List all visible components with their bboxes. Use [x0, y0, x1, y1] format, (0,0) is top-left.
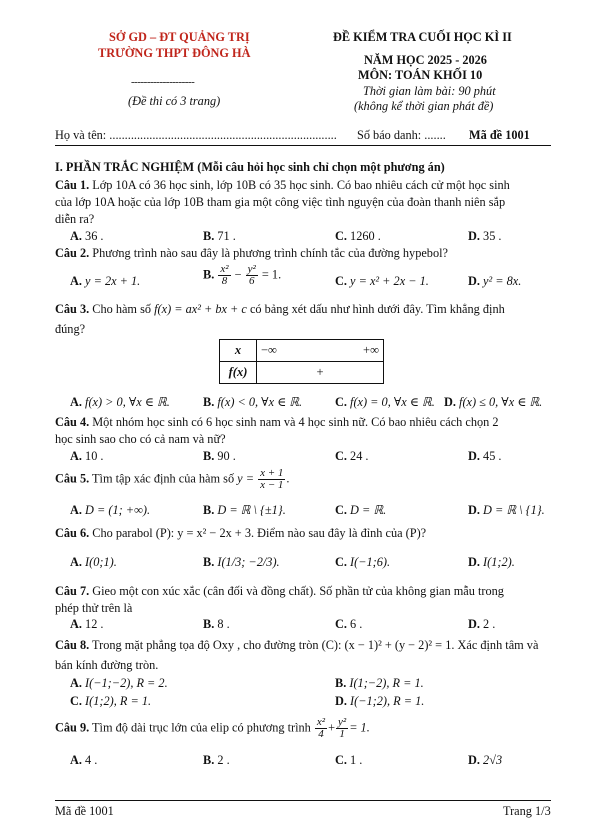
sign-table-x-header: x: [220, 340, 257, 362]
sign-table: [219, 339, 384, 384]
pages-note: (Đề thi có 3 trang): [128, 94, 221, 108]
exam-code: Mã đề 1001: [469, 128, 530, 142]
q8-option-d[interactable]: D. I(−1;2), R = 1.: [335, 694, 425, 708]
q6-option-c[interactable]: C. I(−1;6).: [335, 555, 391, 569]
header-divider: [55, 145, 551, 146]
q3-option-d[interactable]: D. f(x) ≤ 0, ∀x ∈ ℝ.: [444, 395, 543, 409]
q3-option-a[interactable]: A. f(x) > 0, ∀x ∈ ℝ.: [70, 395, 170, 409]
q6-option-a[interactable]: A. I(0;1).: [70, 555, 117, 569]
sign-table-x-row: −∞ +∞: [257, 340, 384, 362]
q7-option-c[interactable]: C. 6 .: [335, 617, 363, 631]
question-9: Câu 9. Tìm độ dài trục lớn của elip có phương trình $\frac{\text{x²}}{4}$ + $\frac{\text{y²}}{1}$ = 1.: [55, 716, 370, 740]
q1-option-b[interactable]: B. 71 .: [203, 229, 236, 243]
q7-option-b[interactable]: B. 8 .: [203, 617, 230, 631]
question-3: Câu 3. Cho hàm số f(x) = ax² + bx + c có bảng xét dấu như hình dưới đây. Tìm khẳng định đúng?: [55, 302, 505, 336]
question-2: Câu 2. Phương trình nào sau đây là phương trình chính tắc của đường hypebol?: [55, 246, 448, 260]
q4-option-c[interactable]: C. 24 .: [335, 449, 369, 463]
exam-time-note: (không kể thời gian phát đề): [354, 99, 494, 113]
q3-option-c[interactable]: C. f(x) = 0, ∀x ∈ ℝ.: [335, 395, 435, 409]
question-1: Câu 1. Lớp 10A có 36 học sinh, lớp 10B có 35 học sinh. Có bao nhiêu cách cử một học sinh của lớp 10A hoặc của lớp 10B tham gia một công việc tình nguyện của đoàn thanh niên sắp diễn ra?: [55, 178, 510, 226]
q7-option-a[interactable]: A. 12 .: [70, 617, 104, 631]
q2-option-b[interactable]: B. $\frac{\text{x²}}{8}$ − $\frac{\text{y²}}{6}$ = 1.: [203, 263, 282, 287]
header-dashes: --------------------: [131, 76, 195, 88]
sign-table-fx-sign: +: [257, 362, 384, 384]
school-year: NĂM HỌC 2025 - 2026: [364, 53, 487, 67]
q5-option-b[interactable]: B. D = ℝ \ {±1}.: [203, 503, 286, 517]
q1-option-a[interactable]: A. 36 .: [70, 229, 104, 243]
page-number: Trang 1/3: [503, 804, 551, 818]
question-4: Câu 4. Một nhóm học sinh có 6 học sinh nam và 4 học sinh nữ. Có bao nhiêu cách chọn 2 học sinh sao cho có cả nam và nữ?: [55, 415, 499, 446]
q5-option-a[interactable]: A. D = (1; +∞).: [70, 503, 151, 517]
student-name-field: Họ và tên: ..........................................................................: [55, 128, 337, 142]
student-id-field: Số báo danh: .......: [357, 128, 446, 142]
q6-option-b[interactable]: B. I(1/3; −2/3).: [203, 555, 280, 569]
school-name: TRƯỜNG THPT ĐÔNG HÀ: [98, 46, 251, 60]
dept-name: SỞ GD – ĐT QUẢNG TRỊ: [109, 30, 250, 44]
q9-option-b[interactable]: B. 2 .: [203, 753, 230, 767]
q8-option-c[interactable]: C. I(1;2), R = 1.: [70, 694, 152, 708]
q9-option-a[interactable]: A. 4 .: [70, 753, 98, 767]
q4-option-d[interactable]: D. 45 .: [468, 449, 502, 463]
q1-option-c[interactable]: C. 1260 .: [335, 229, 381, 243]
q9-option-d[interactable]: D. 2√3: [468, 753, 503, 767]
q6-option-d[interactable]: D. I(1;2).: [468, 555, 515, 569]
q9-option-c[interactable]: C. 1 .: [335, 753, 363, 767]
exam-title: ĐỀ KIỂM TRA CUỐI HỌC KÌ II: [333, 30, 512, 44]
question-8: Câu 8. Trong mặt phẳng tọa độ Oxy , cho đường tròn (C): (x − 1)² + (y − 2)² = 1. Xác định tâm và bán kính đường tròn.: [55, 638, 539, 672]
q5-option-d[interactable]: D. D = ℝ \ {1}.: [468, 503, 545, 517]
q2-option-d[interactable]: D. y² = 8x.: [468, 274, 522, 288]
exam-time: Thời gian làm bài: 90 phút: [363, 84, 496, 98]
q2-option-a[interactable]: A. y = 2x + 1.: [70, 274, 141, 288]
q4-option-a[interactable]: A. 10 .: [70, 449, 104, 463]
q7-option-d[interactable]: D. 2 .: [468, 617, 496, 631]
q4-option-b[interactable]: B. 90 .: [203, 449, 236, 463]
q8-option-b[interactable]: B. I(1;−2), R = 1.: [335, 676, 424, 690]
q2-option-c[interactable]: C. y = x² + 2x − 1.: [335, 274, 429, 288]
q5-option-c[interactable]: C. D = ℝ.: [335, 503, 387, 517]
question-5: Câu 5. Tìm tập xác định của hàm số y = $\frac{x + 1}{x - 1}$ .: [55, 467, 290, 491]
q1-option-d[interactable]: D. 35 .: [468, 229, 502, 243]
q3-option-b[interactable]: B. f(x) < 0, ∀x ∈ ℝ.: [203, 395, 303, 409]
footer-divider: [55, 800, 551, 801]
question-6: Câu 6. Cho parabol (P): y = x² − 2x + 3. Điểm nào sau đây là đỉnh của (P)?: [55, 526, 427, 540]
section-title: I. PHẦN TRẮC NGHIỆM (Mỗi câu hỏi học sinh chỉ chọn một phương án): [55, 160, 445, 174]
footer-exam-code: Mã đề 1001: [55, 804, 114, 818]
subject: MÔN: TOÁN KHỐI 10: [358, 68, 483, 82]
question-7: Câu 7. Gieo một con xúc xắc (cân đối và đồng chất). Số phần tử của không gian mẫu trong phép thử trên là: [55, 584, 504, 615]
sign-table-fx-header: f(x): [220, 362, 257, 384]
q8-option-a[interactable]: A. I(−1;−2), R = 2.: [70, 676, 168, 690]
